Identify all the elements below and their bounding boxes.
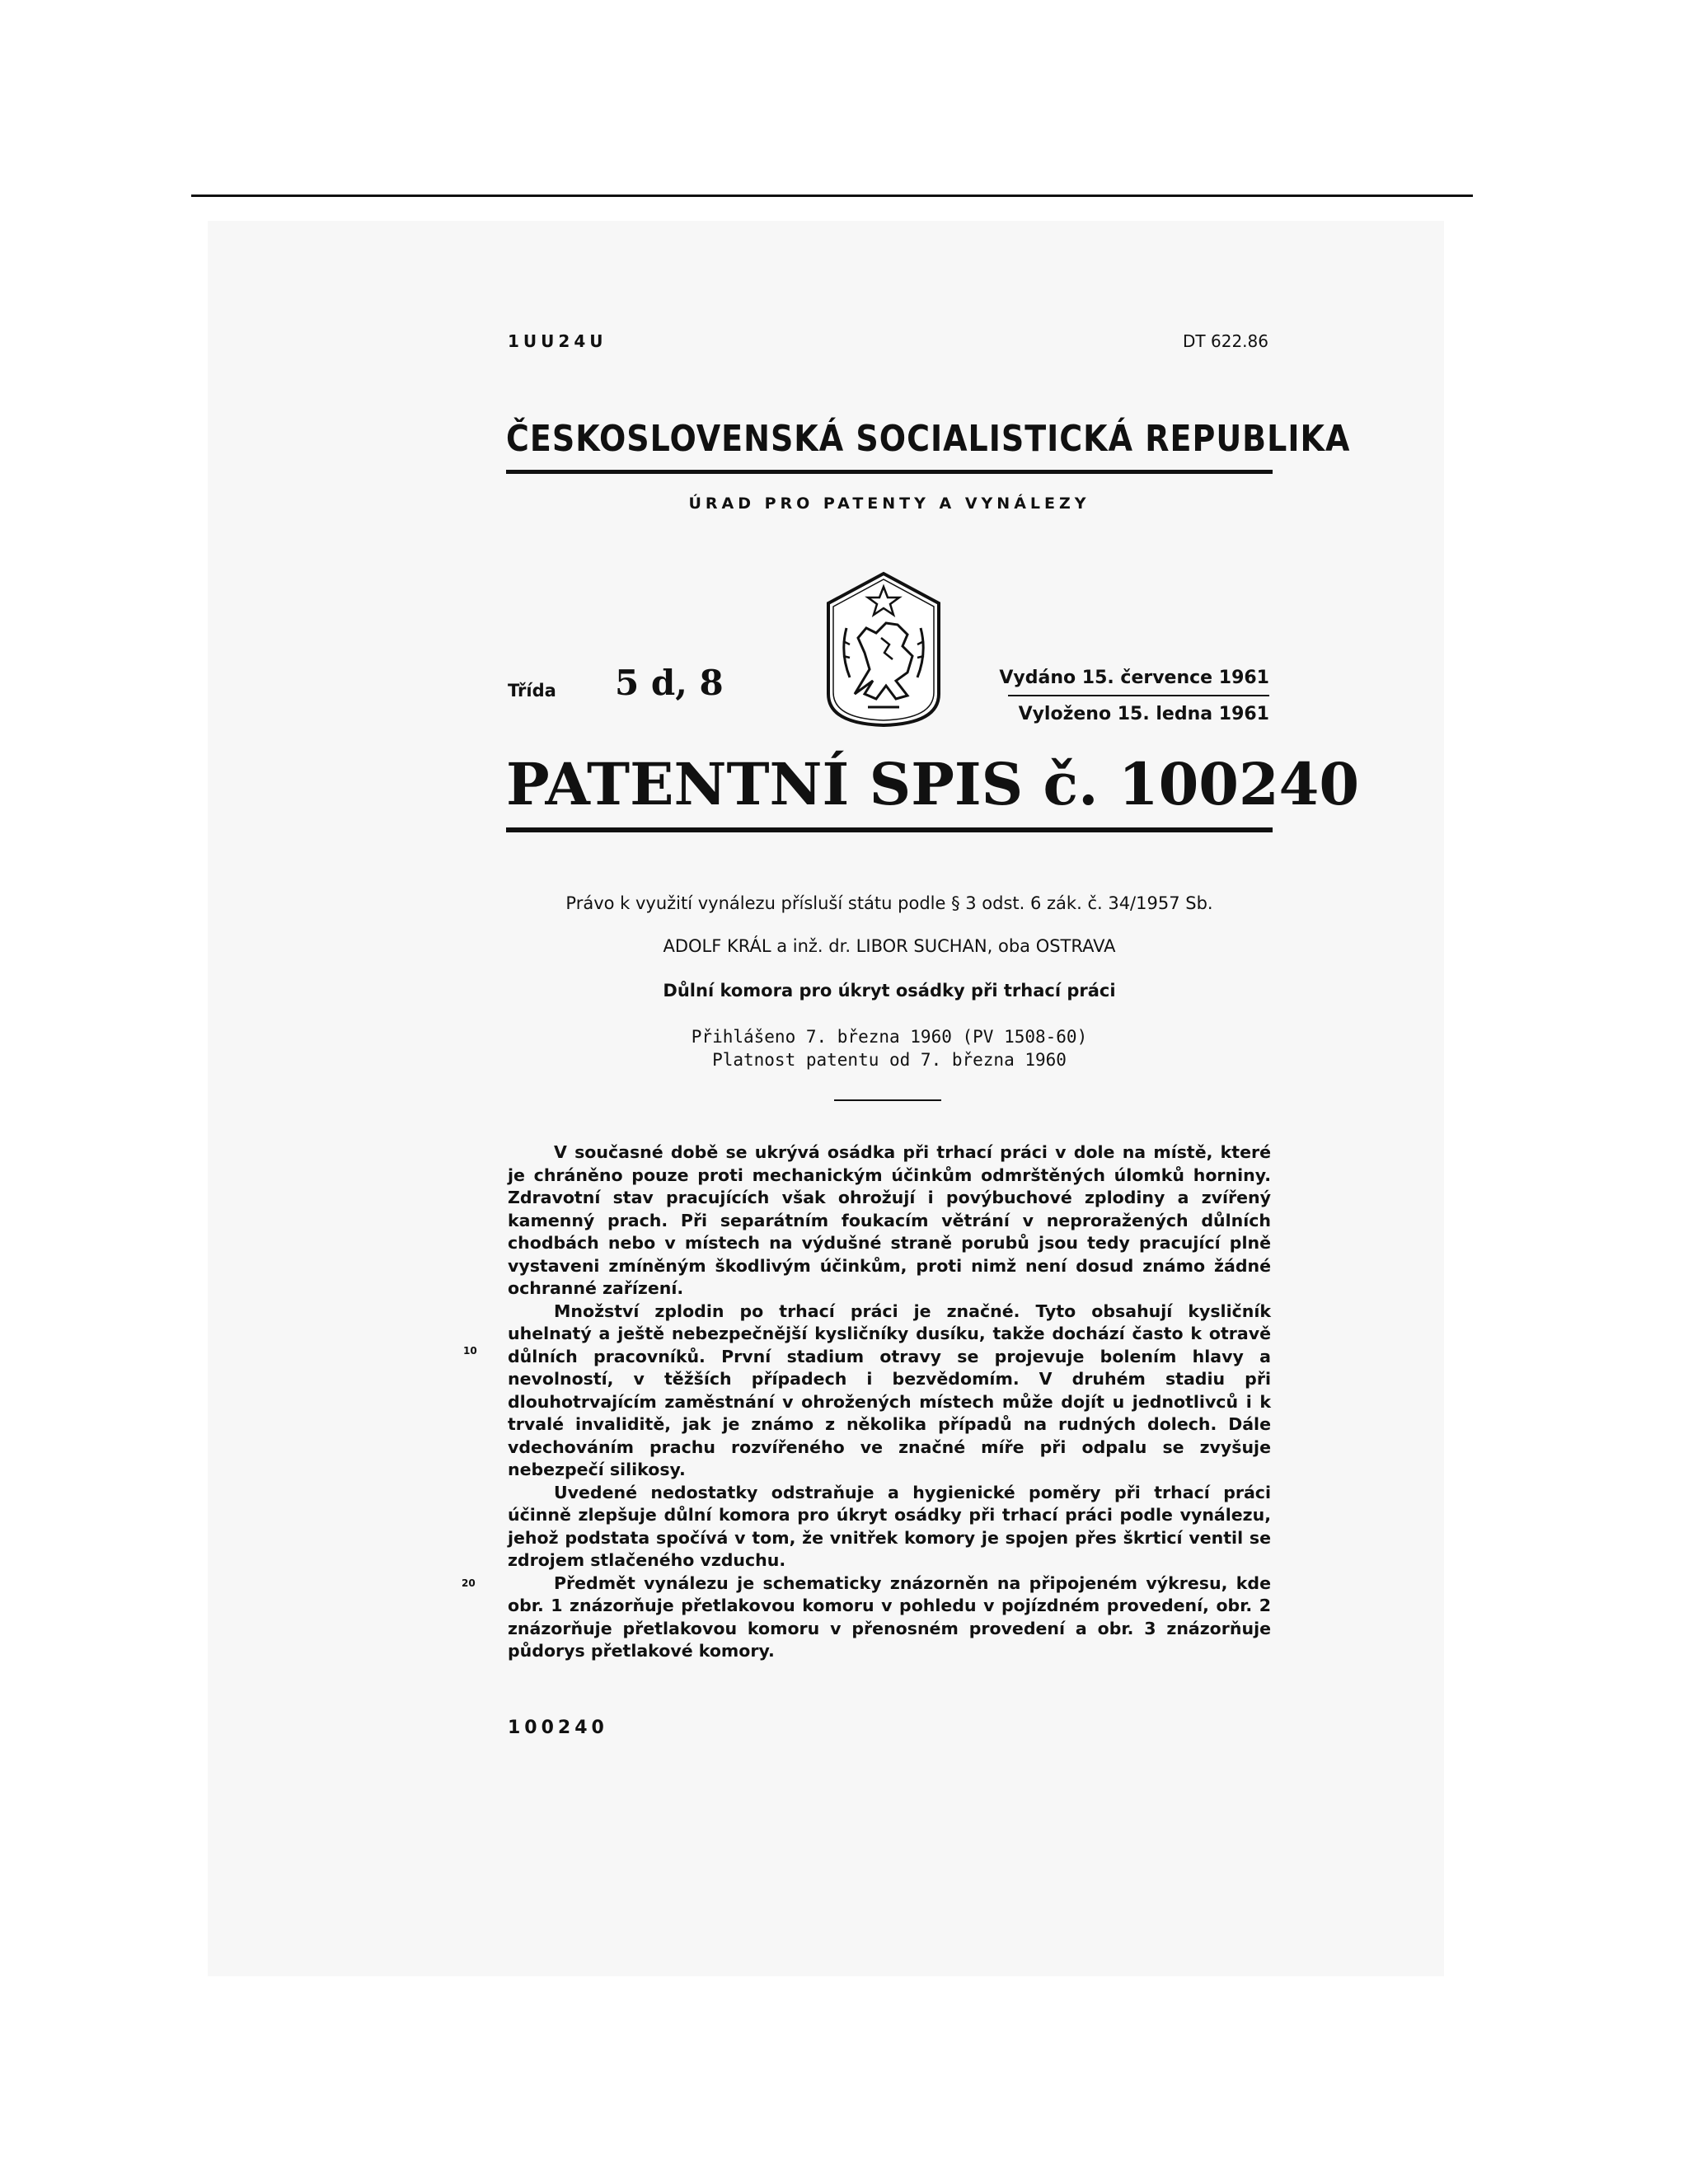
class-label: Třída xyxy=(508,681,556,701)
line-number-20: 20 xyxy=(462,1577,476,1589)
line-number-10: 10 xyxy=(463,1345,477,1357)
body-text xyxy=(508,1141,1271,1663)
republic-heading: ČESKOSLOVENSKÁ SOCIALISTICKÁ REPUBLIKA xyxy=(506,417,1351,460)
scanned-page xyxy=(208,221,1444,1976)
office-name: ÚRAD PRO PATENTY A VYNÁLEZY xyxy=(688,494,1090,513)
paragraph-1: V současné době se ukrývá osádka při trhací práci v dole na místě, které je chráněno pouze proti mechanickým účinkům odmrštěných úlomků horniny. Zdravotní stav pracujících však ohrožují i povýbuchové zplodiny a zvířený kamenný prach. Při separátním foukacím větrání v neproražených důlních chodbách nebo v místech na výdušné straně porubů jsou tedy pracující plně vystaveni zmíněným škodlivým účinkům, proti nimž není dosud známo žádné ochranné zařízení. xyxy=(508,1142,1271,1298)
filed-date: Přihlášeno 7. března 1960 (PV 1508-60) xyxy=(691,1027,1088,1047)
top-divider-line xyxy=(191,194,1473,197)
rights-statement: Právo k využití vynálezu přísluší státu podle § 3 odst. 6 zák. č. 34/1957 Sb. xyxy=(565,893,1213,913)
paragraph-4: Předmět vynálezu je schematicky znázorněn na připojeném výkresu, kde obr. 1 znázorňuje přetlakovou komoru v pohledu v pojízdném provedení, obr. 2 znázorňuje přetlakovou komoru v přenosném provedení a obr. 3 znázorňuje půdorys přetlakové komory. xyxy=(508,1572,1271,1661)
state-emblem-icon xyxy=(822,570,945,729)
invention-subject: Důlní komora pro úkryt osádky při trhací práci xyxy=(663,981,1116,1001)
dt-classification: DT 622.86 xyxy=(1183,331,1268,351)
laid-open-date: Vyloženo 15. ledna 1961 xyxy=(1018,704,1269,724)
title-rule xyxy=(506,827,1273,832)
paragraph-2: Množství zplodin po trhací práci je značné. Tyto obsahují kysličník uhelnatý a ještě nebezpečnější kysličníky dusíku, takže dochází často k otravě důlních pracovníků. První stadium otravy se projevuje bolením hlavy a nevolností, v těžších případech i bezvědomím. V druhém stadiu při dlouhotrvajícím zaměstnání v ohrožených místech může dojít u jednotlivců i k trvalé invaliditě, jak je známo z několika případů na rudných dolech. Dále vdechováním prachu rozvířeného ve značné míře při odpalu se zvyšuje nebezpečí silikosy. xyxy=(508,1301,1271,1479)
validity-date: Platnost patentu od 7. března 1960 xyxy=(712,1050,1067,1070)
document-code-bottom: 100240 xyxy=(508,1718,608,1738)
dates-rule xyxy=(1008,695,1269,696)
issued-date: Vydáno 15. července 1961 xyxy=(999,668,1269,688)
section-separator xyxy=(834,1099,941,1101)
authors: ADOLF KRÁL a inž. dr. LIBOR SUCHAN, oba OSTRAVA xyxy=(663,936,1116,956)
class-value: 5 d, 8 xyxy=(615,663,724,703)
heading-rule xyxy=(506,470,1273,474)
patent-title: PATENTNÍ SPIS č. 100240 xyxy=(506,750,1360,818)
paragraph-3: Uvedené nedostatky odstraňuje a hygienické poměry při trhací práci účinně zlepšuje důlní komora pro úkryt osádky při trhací práci podle vynálezu, jehož podstata spočívá v tom, že vnitřek komory je spojen přes škrticí ventil se zdrojem stlačeného vzduchu. xyxy=(508,1482,1271,1570)
document-code-top: 1UU24U xyxy=(508,331,607,351)
